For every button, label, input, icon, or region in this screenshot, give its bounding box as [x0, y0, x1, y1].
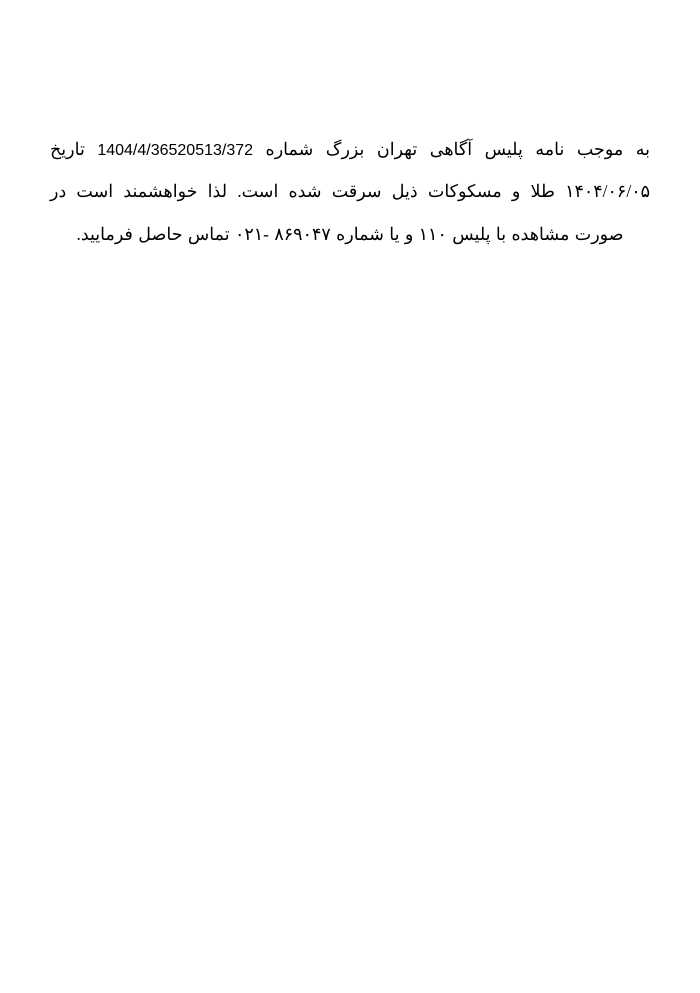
document-body [50, 110, 650, 274]
notice-text-part-2: تاریخ ۱۴۰۴/۰۶/۰۵ طلا و مسکوکات ذیل سرقت شده است. لذا خواهشمند است در صورت مشاهده با پلیس ۱۱۰ و یا شماره ۸۶۹۰۴۷ -۰۲۱ تماس حاصل فرمایید. [50, 138, 650, 245]
police-letter-reference-number: 1404/4/36520513/372 [97, 141, 254, 159]
notice-paragraph [50, 128, 650, 257]
notice-text-part-1: به موجب نامه پلیس آگاهی تهران بزرگ شماره [253, 138, 650, 159]
